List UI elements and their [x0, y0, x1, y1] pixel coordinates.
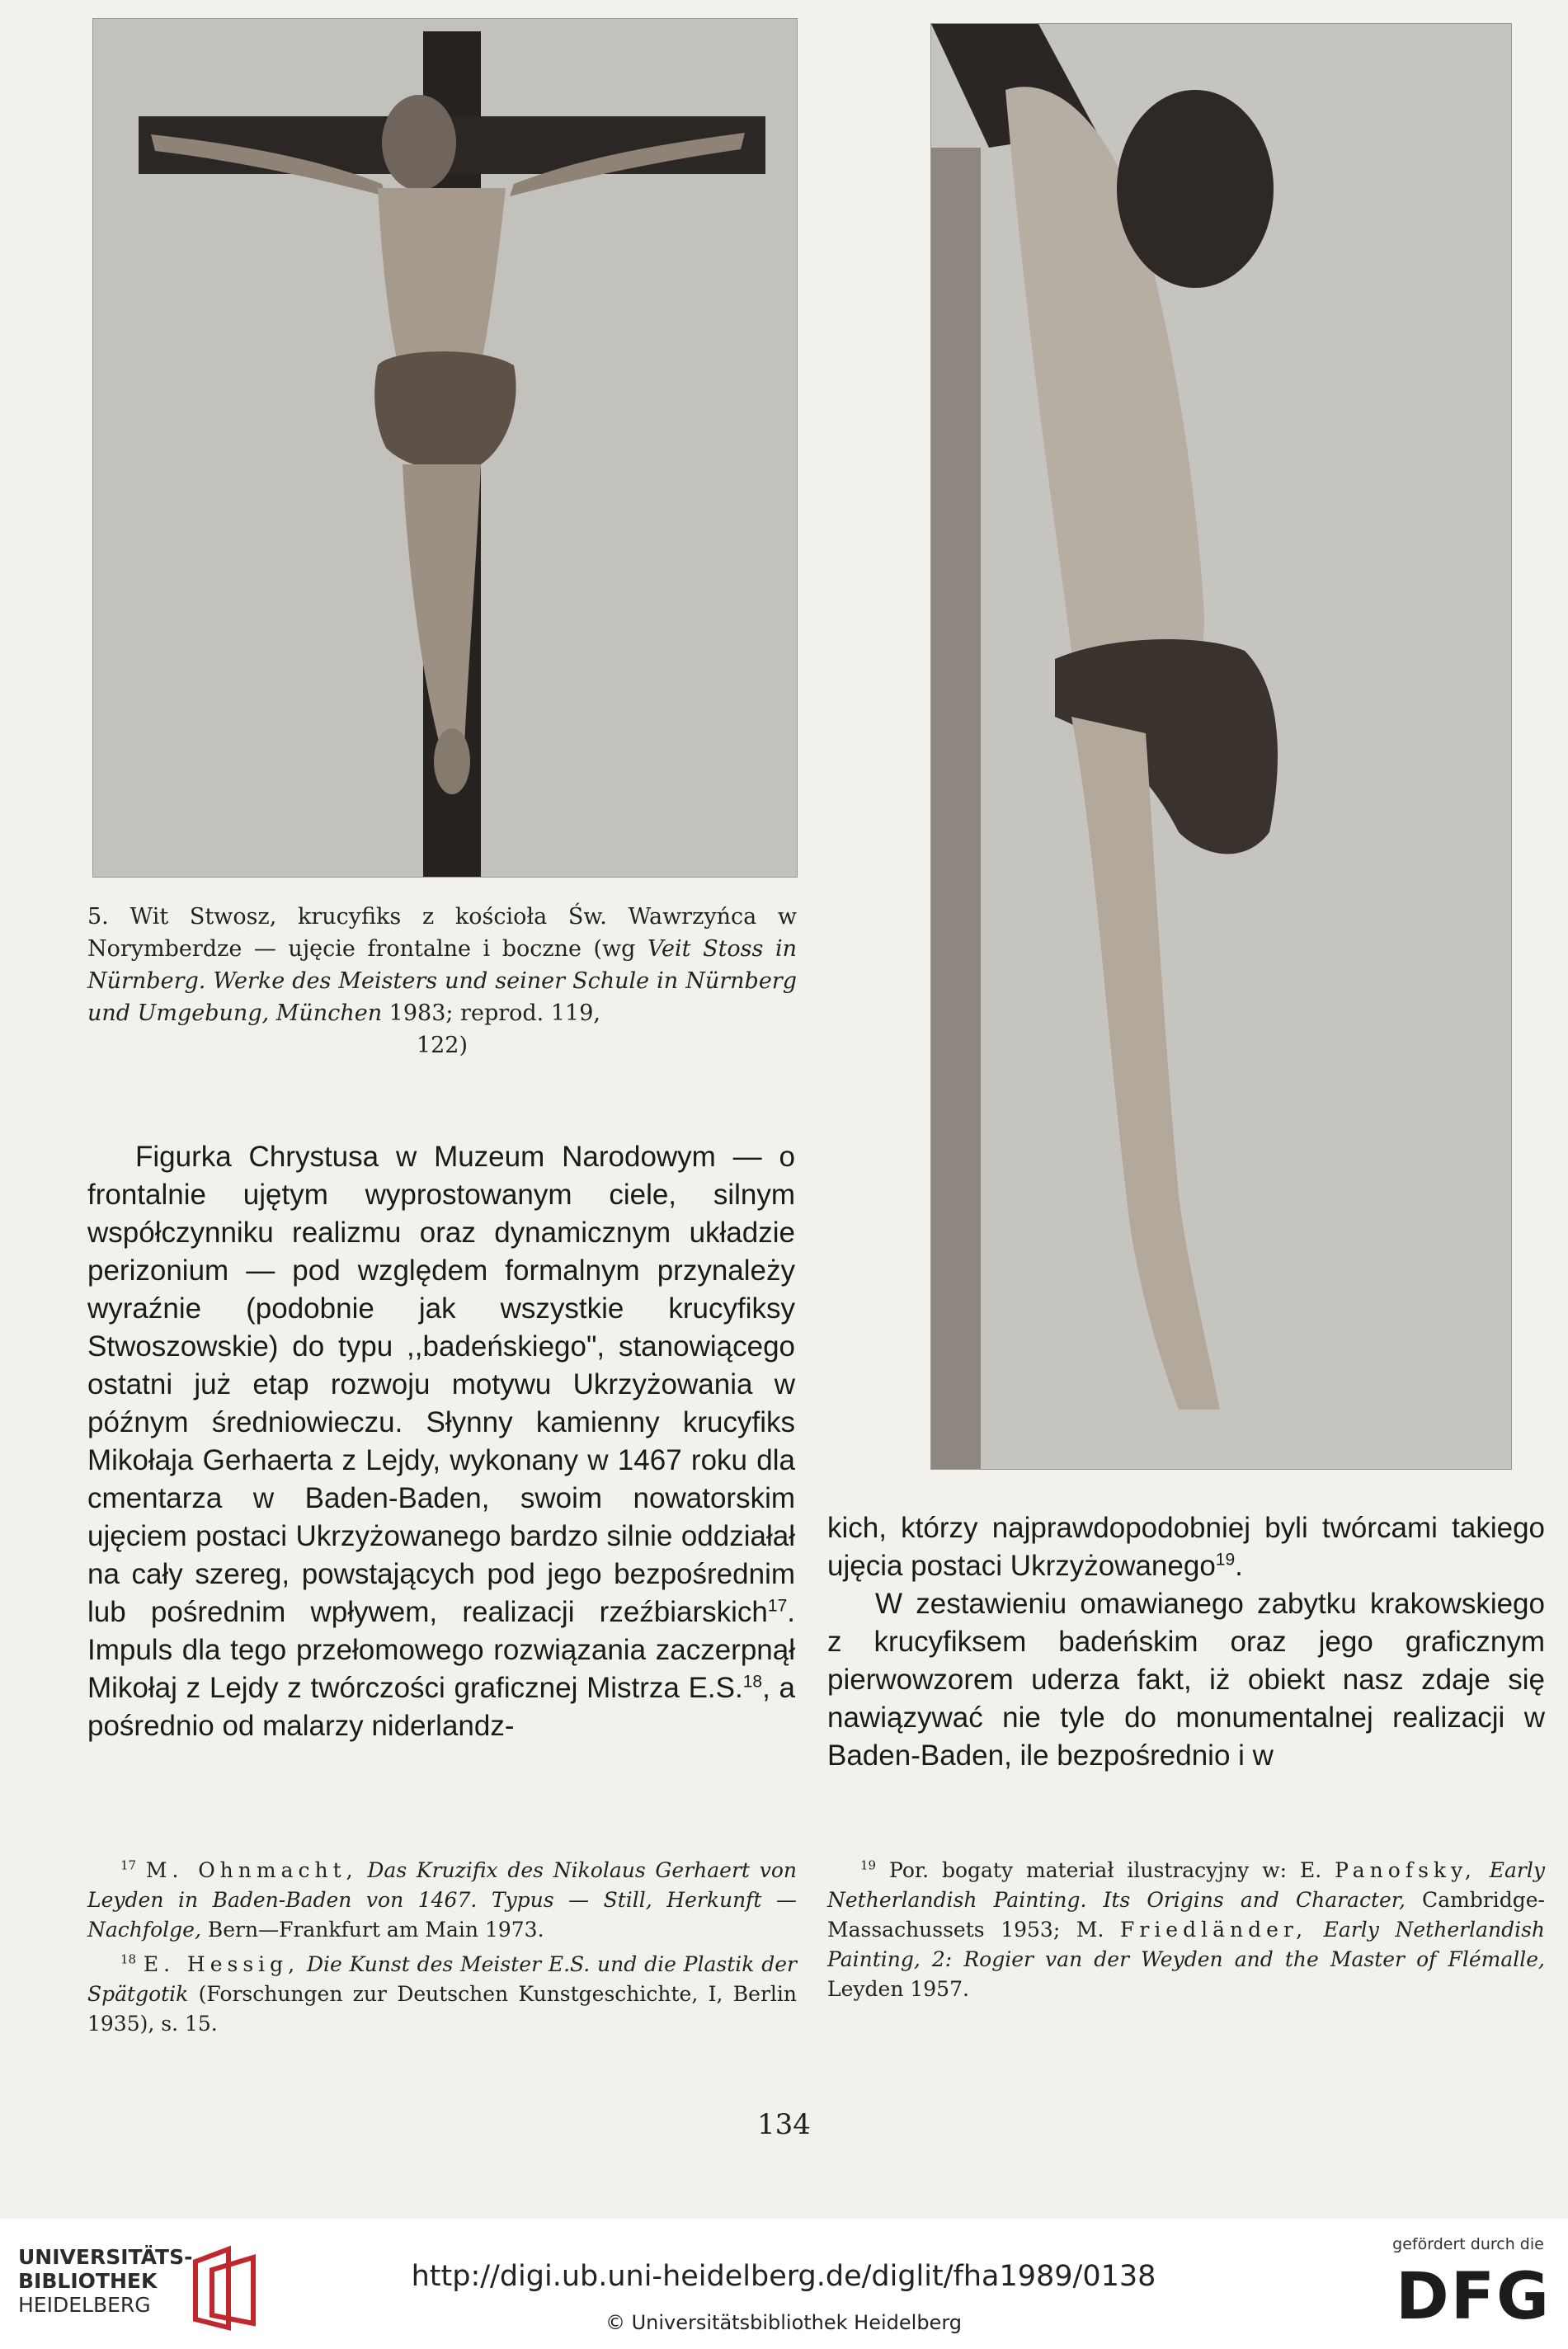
footnote-ref-18[interactable]: 18: [742, 1672, 763, 1692]
crucifix-side-photo: [930, 23, 1512, 1470]
footnote-rest: (Forschungen zur Deutschen Kunstgeschichte, I, Berlin 1935), s. 15.: [87, 1982, 797, 2036]
footnote-17: [87, 1856, 797, 1945]
footnote-author: Panofsky,: [1335, 1858, 1476, 1882]
paragraph-text: kich, którzy najprawdopodobniej byli twórcami takiego ujęcia postaci Ukrzyżowanego: [827, 1512, 1545, 1582]
footnote-mid: Cambridge-Massachussets 1953; M.: [827, 1888, 1545, 1942]
footnote-author: Friedländer,: [1120, 1918, 1308, 1942]
caption-text: 5. Wit Stwosz, krucyfiks z kościoła Św. Wawrzyńca w Norymberdze — ujęcie frontalne i boczne (wg: [87, 904, 797, 962]
paragraph: [827, 1585, 1545, 1775]
sponsor-label: gefördert durch die: [1392, 2235, 1544, 2253]
footnote-rest: Bern—Frankfurt am Main 1973.: [200, 1918, 544, 1942]
footnote-rest: Leyden 1957.: [827, 1977, 969, 2001]
library-mark-icon: [187, 2245, 261, 2332]
footnotes-right: [827, 1856, 1545, 2009]
footnote-title: Die Kunst des Meister E.S. und die Plastik der Spätgotik: [87, 1952, 797, 2006]
footnote-author: E. Hessig,: [143, 1952, 300, 1976]
library-name-line: HEIDELBERG: [18, 2293, 151, 2317]
paragraph-text: , a pośrednio od malarzy niderlandz-: [87, 1672, 795, 1742]
footnote-ref-17[interactable]: 17: [767, 1596, 788, 1616]
university-library-logo[interactable]: [18, 2245, 290, 2336]
crucifix-frontal-photo: [92, 18, 798, 878]
footnote-ref-19[interactable]: 19: [1215, 1550, 1236, 1570]
footnote-number: 19: [860, 1857, 877, 1873]
paragraph-text: W zestawieniu omawianego zabytku krakowskiego z krucyfiksem badeńskim oraz jego graficznym pierwowzorem uderza fakt, iż obiekt nasz zdaje się nawiązywać nie tyle do monumentalnej realizacji w Baden-Baden, ile bezpośrednio i w: [827, 1588, 1545, 1772]
crucifix-side-drawing: [931, 24, 1511, 1469]
footnote-18: [87, 1950, 797, 2039]
body-column-left: [87, 1138, 795, 1745]
library-name-line: BIBLIOTHEK: [18, 2269, 158, 2293]
footnotes-left: [87, 1856, 797, 2044]
paragraph-text: .: [1235, 1550, 1243, 1582]
caption-book-title: Veit Stoss in Nürnberg. Werke des Meisters und seiner Schule in Nürnberg und Umgebung, München: [87, 936, 797, 1026]
footnote-19: [827, 1856, 1545, 2004]
copyright-text: © Universitätsbibliothek Heidelberg: [605, 2311, 962, 2334]
permalink-url[interactable]: http://digi.ub.uni-heidelberg.de/diglit/fha1989/0138: [411, 2260, 1156, 2293]
dfg-sponsor[interactable]: [1386, 2235, 1551, 2334]
caption-tail: 1983; reprod. 119,: [382, 1000, 600, 1026]
figure-caption: [87, 901, 797, 1062]
body-column-right: [827, 1509, 1545, 1775]
page-number: 134: [757, 2108, 811, 2141]
dfg-logo: DFG: [1396, 2260, 1552, 2334]
paragraph-text: Figurka Chrystusa w Muzeum Narodowym — o frontalnie ujętym wyprostowanym ciele, silnym współczynniku realizmu oraz dynamicznym układzie perizonium — pod względem formalnym przynależy wyraźnie (podobnie jak wszystkie krucyfiksy Stwoszowskie) do typu ,,badeńskiego", stanowiącego ostatni już etap rozwoju motywu Ukrzyżowania w późnym średniowieczu. Słynny kamienny krucyfiks Mikołaja Gerhaerta z Lejdy, wykonany w 1467 roku dla cmentarza w Baden-Baden, swoim nowatorskim ujęciem postaci Ukrzyżowanego bardzo silnie oddziałał na cały szereg, powstających pod jego bezpośrednim lub pośrednim wpływem, realizacji rzeźbiarskich: [87, 1141, 795, 1628]
footnote-number: 17: [120, 1857, 137, 1873]
caption-last-line: 122): [416, 1033, 469, 1058]
footnote-pre: Por. bogaty materiał ilustracyjny w: E.: [889, 1858, 1335, 1882]
paragraph: [87, 1138, 795, 1745]
paragraph-text: . Impuls dla tego przełomowego rozwiązania zaczerpnął Mikołaj z Lejdy z twórczości graficznej Mistrza E.S.: [87, 1596, 795, 1704]
crucifix-frontal-drawing: [93, 19, 797, 877]
library-name-line: UNIVERSITÄTS-: [18, 2245, 193, 2269]
footnote-author: M. Ohnmacht,: [145, 1858, 358, 1882]
footnote-title: Early Netherlandish Painting. Its Origins and Character,: [827, 1858, 1545, 1912]
footnote-title: Early Netherlandish Painting, 2: Rogier van der Weyden and the Master of Flémalle,: [827, 1918, 1545, 1971]
footnote-number: 18: [120, 1951, 137, 1967]
footnote-title: Das Kruzifix des Nikolaus Gerhaert von Leyden in Baden-Baden von 1467. Typus — Still, Herkunft — Nachfolge,: [87, 1858, 797, 1942]
paragraph: [827, 1509, 1545, 1585]
library-name: [18, 2245, 192, 2317]
footer-bar: [0, 2219, 1568, 2349]
